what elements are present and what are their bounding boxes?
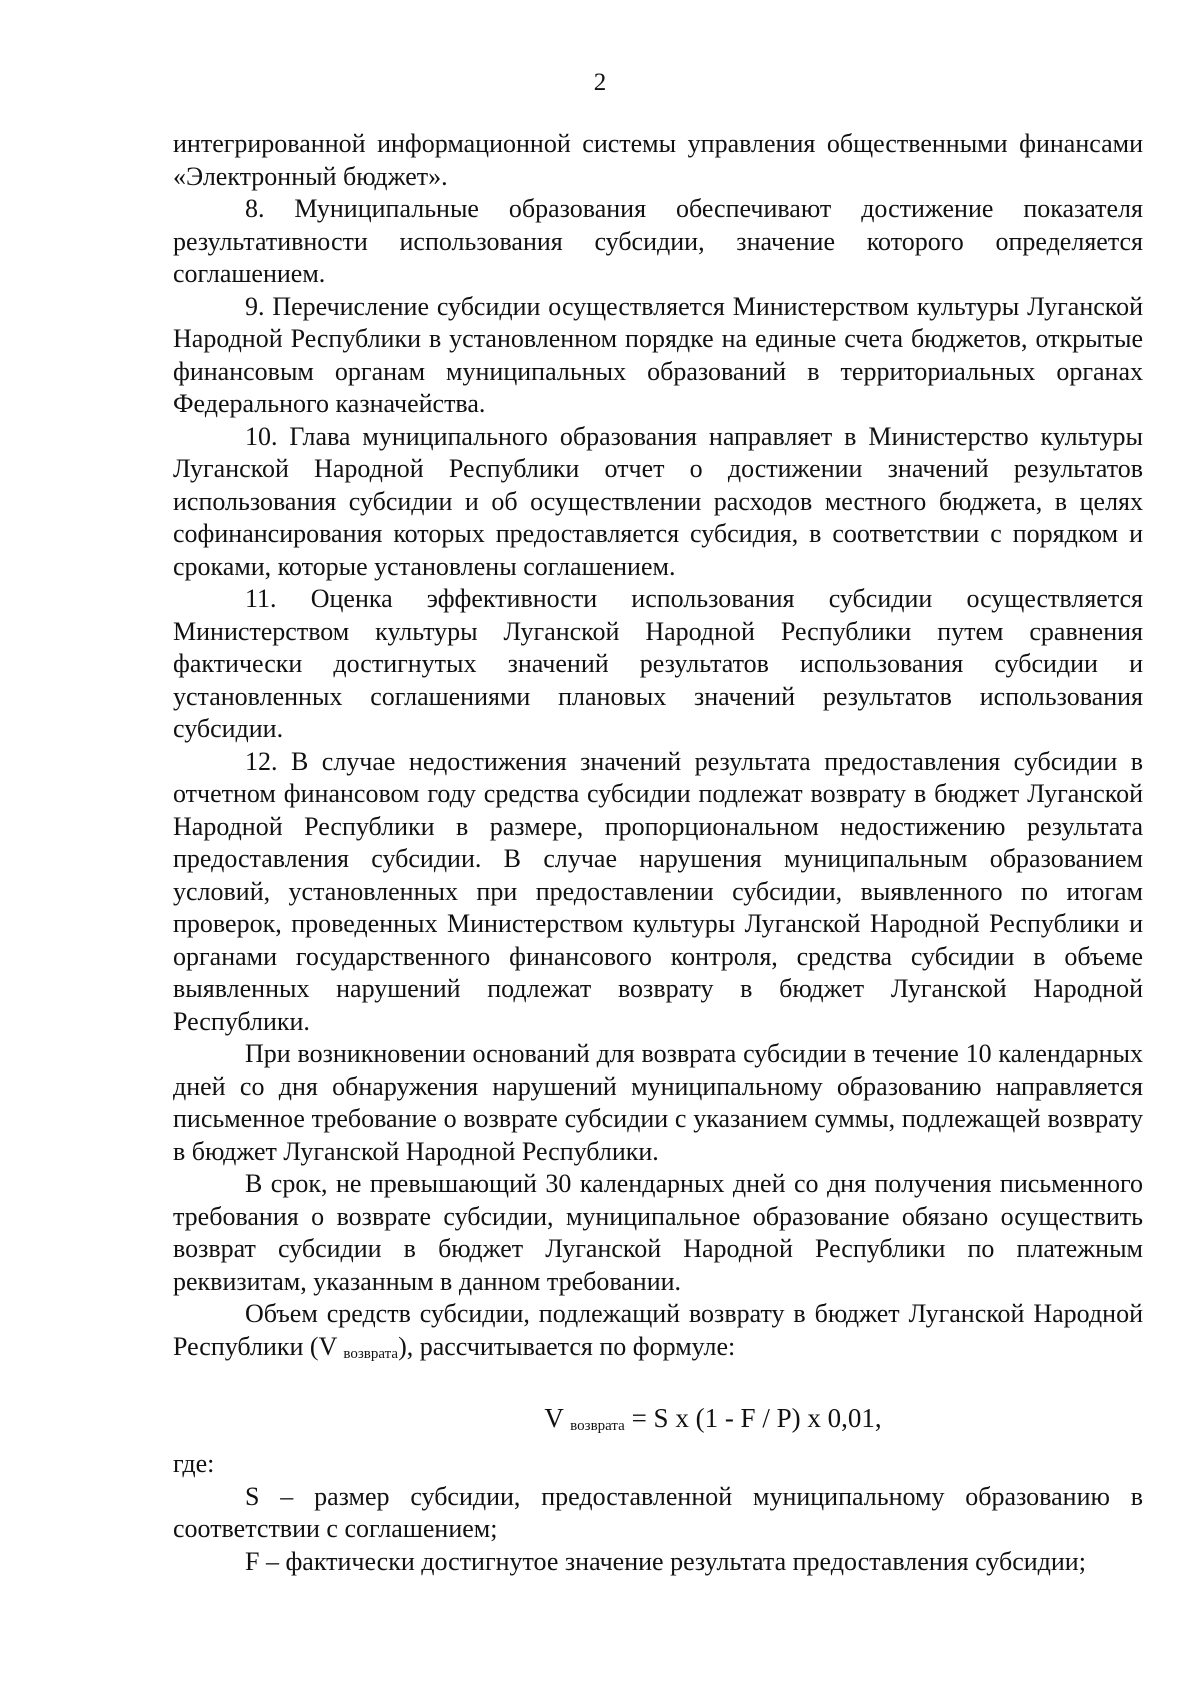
paragraph-continuation: интегрированной информационной системы управления общественными финансами «Электронный бюджет». xyxy=(173,129,1143,191)
formula-lhs: V xyxy=(544,1403,571,1433)
formula-intro-text-end: ), рассчитывается по формуле: xyxy=(398,1331,736,1361)
paragraph-8: 8. Муниципальные образования обеспечивают достижение показателя результативности использования субсидии, значение которого определяется соглашением. xyxy=(173,194,1143,288)
formula-intro-text: Объем средств субсидии, подлежащий возврату в бюджет Луганской Народной Республики (V xyxy=(173,1299,1143,1361)
formula-intro-subscript: возврата xyxy=(343,1345,399,1362)
paragraph-return-grounds: При возникновении оснований для возврата субсидии в течение 10 календарных дней со дня обнаружения нарушений муниципальному образованию направляется письменное требование о возврате субсидии с указанием суммы, подлежащей возврату в бюджет Луганской Народной Республики. xyxy=(173,1039,1143,1166)
paragraph-formula-intro xyxy=(173,1298,1143,1370)
paragraph-return-deadline: В срок, не превышающий 30 календарных дней со дня получения письменного требования о возврате субсидии, муниципальное образование обязано осуществить возврат субсидии в бюджет Луганской Народной Республики по платежным реквизитам, указанным в данном требовании. xyxy=(173,1169,1143,1296)
return-formula xyxy=(173,1402,1143,1442)
document-body xyxy=(173,128,1143,1578)
paragraph-9: 9. Перечисление субсидии осуществляется Министерством культуры Луганской Народной Республики в установленном порядке на единые счета бюджетов, открытые финансовым органам муниципальных образований в территориальных органах Федерального казначейства. xyxy=(173,291,1143,418)
where-label: где: xyxy=(173,1449,215,1478)
formula-lhs-subscript: возврата xyxy=(570,1418,625,1434)
page-number: 2 xyxy=(593,69,607,96)
definition-s: S – размер субсидии, предоставленной муниципальному образованию в соответствии с соглашением; xyxy=(173,1481,1143,1543)
paragraph-10: 10. Глава муниципального образования направляет в Министерство культуры Луганской Народной Республики отчет о достижении значений результатов использования субсидии и об осуществлении расходов местного бюджета, в целях софинансирования которых предоставляется субсидия, в соответствии с порядком и сроками, которые установлены соглашением. xyxy=(173,421,1143,581)
definition-f: F – фактически достигнутое значение результата предоставления субсидии; xyxy=(245,1546,1086,1576)
paragraph-11: 11. Оценка эффективности использования субсидии осуществляется Министерством культуры Луганской Народной Республики путем сравнения фактически достигнутых значений результатов использования субсидии и установленных соглашениями плановых значений результатов использования субсидии. xyxy=(173,584,1143,743)
formula-rhs: = S x (1 - F / P) x 0,01, xyxy=(624,1403,882,1433)
paragraph-12: 12. В случае недостижения значений результата предоставления субсидии в отчетном финансовом году средства субсидии подлежат возврату в бюджет Луганской Народной Республики в размере, пропорциональном недостижению результата предоставления субсидии. В случае нарушения муниципальным образованием условий, установленных при предоставлении субсидии, выявленного по итогам проверок, проведенных Министерством культуры Луганской Народной Республики и органами государственного финансового контроля, средства субсидии в объеме выявленных нарушений подлежат возврату в бюджет Луганской Народной Республики. xyxy=(173,746,1143,1036)
